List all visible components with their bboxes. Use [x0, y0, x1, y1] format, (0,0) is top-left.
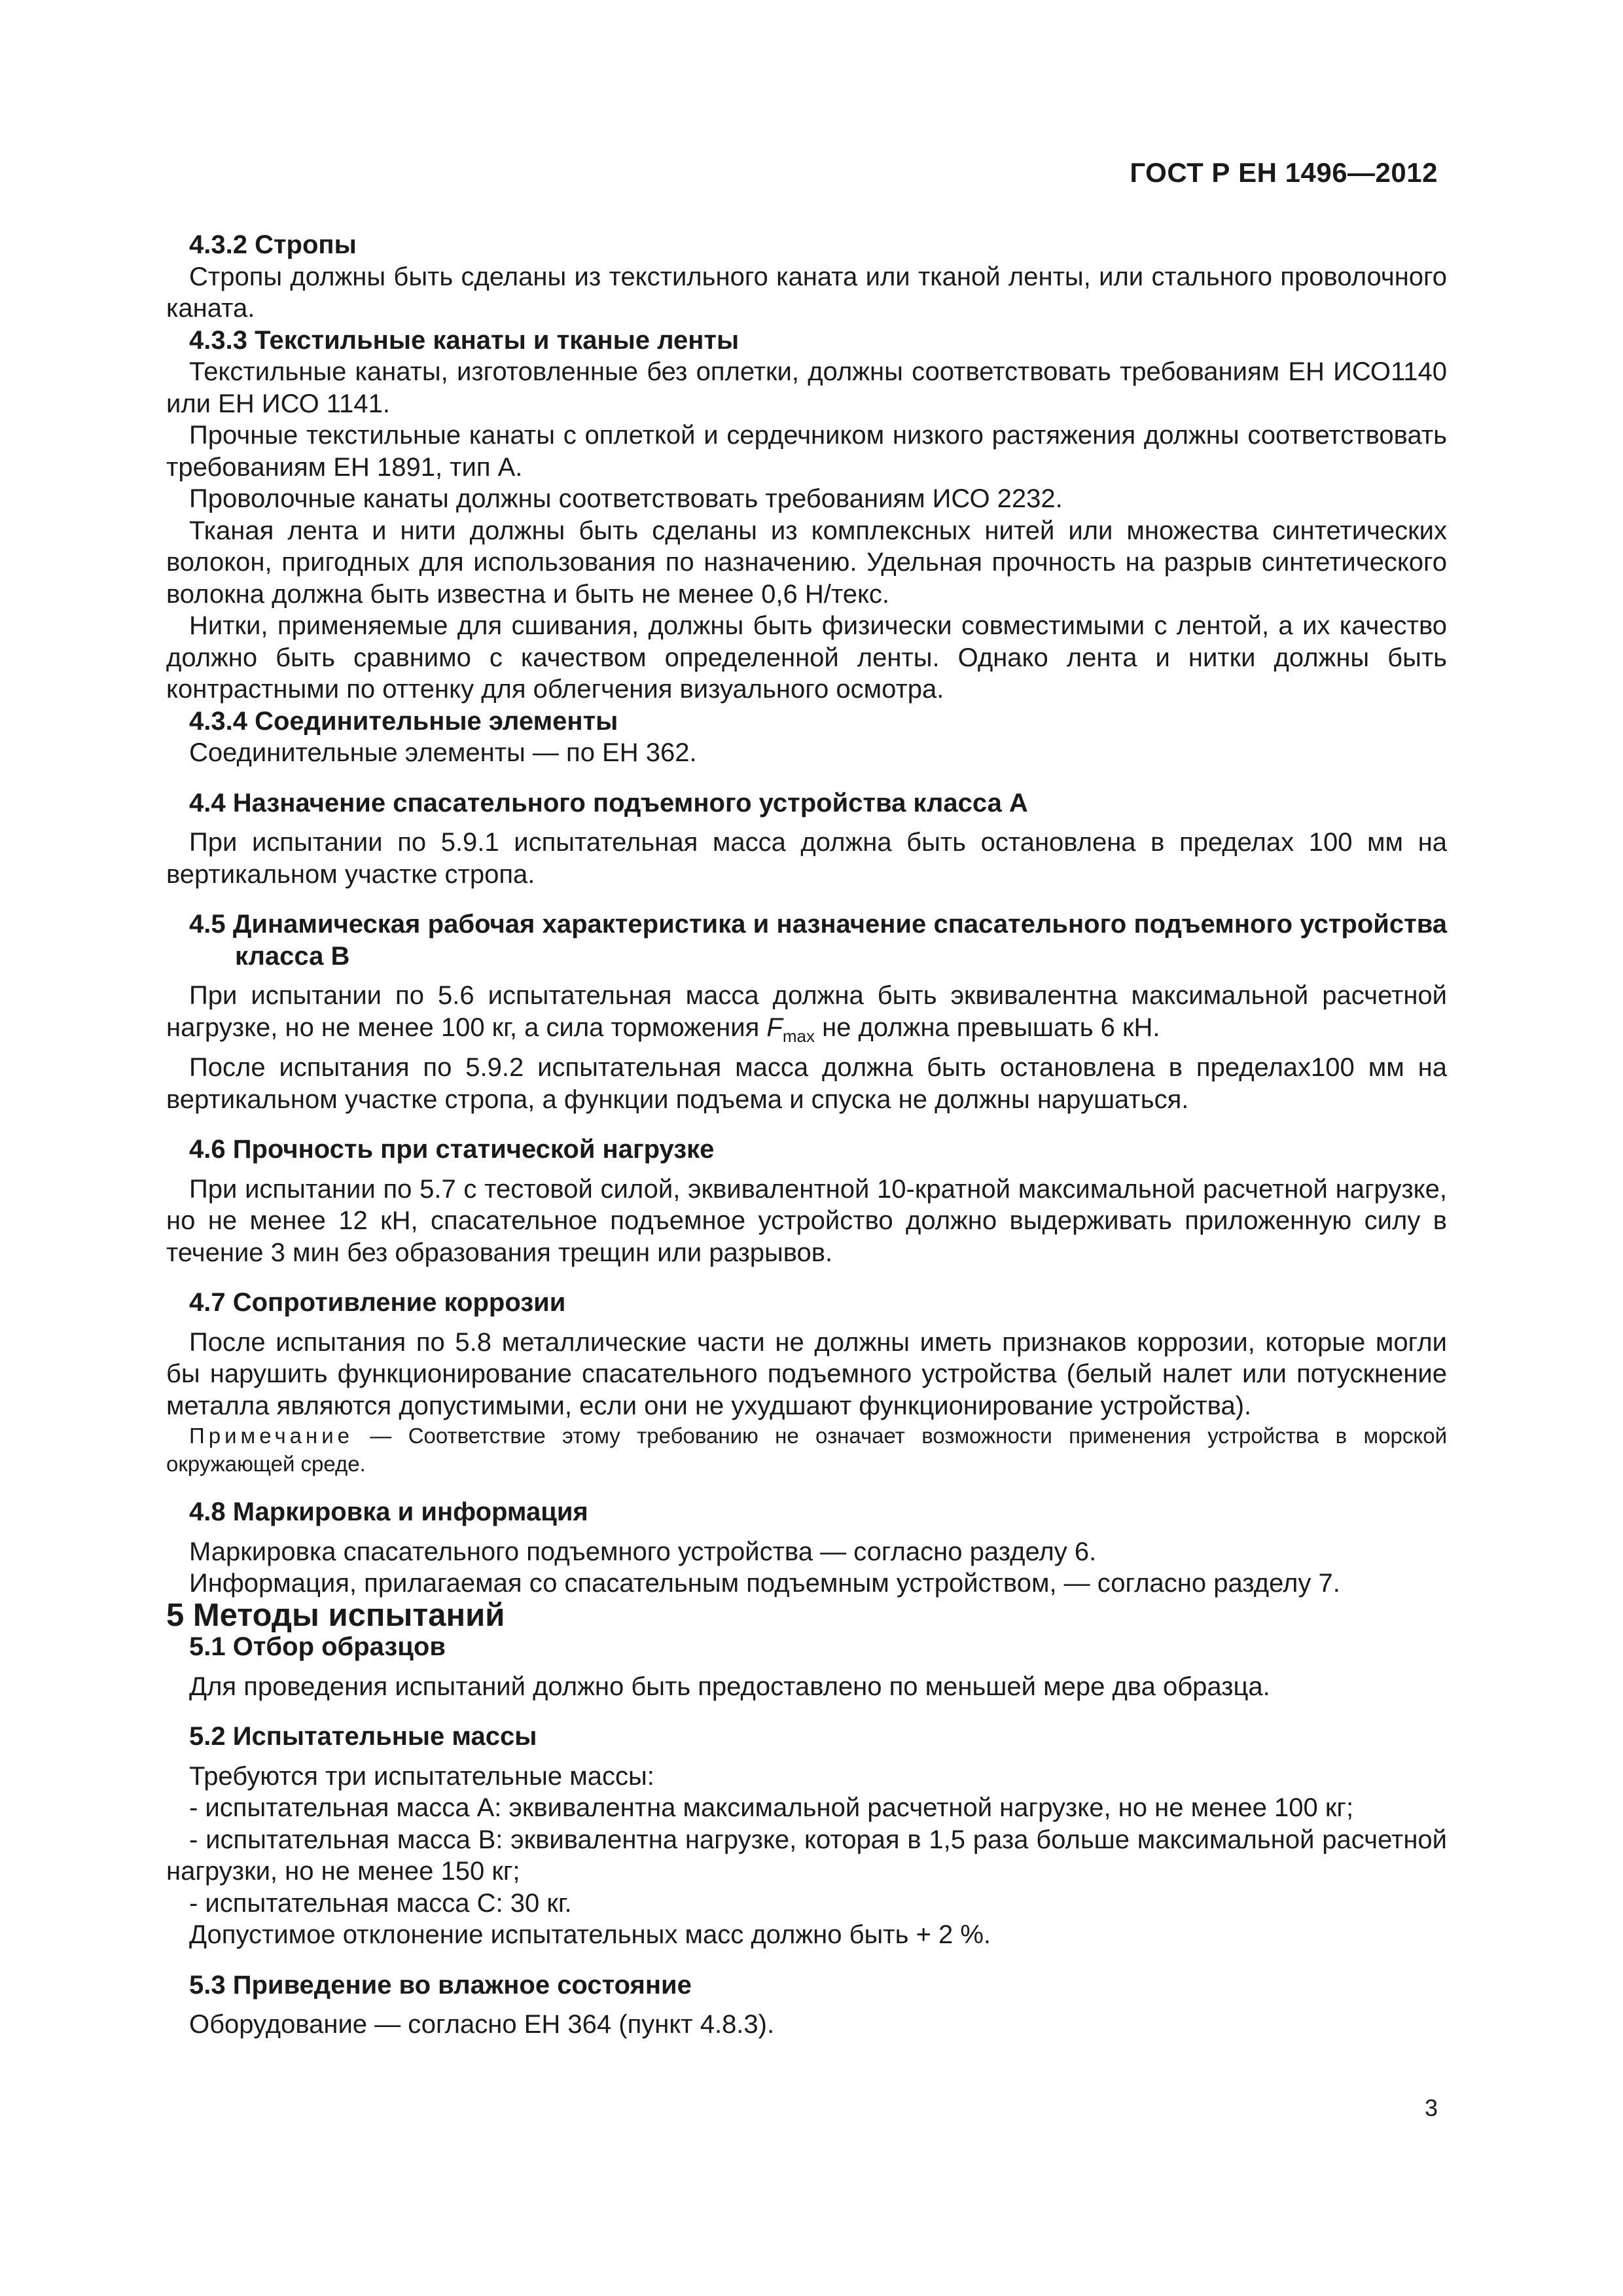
paragraph: Маркировка спасательного подъемного устройства — согласно разделу 6.	[189, 1537, 1097, 1566]
paragraph: При испытании по 5.7 с тестовой силой, эквивалентной 10-кратной максимальной расчетной нагрузке, но не менее 12 кН, спасательное подъемное устройство должно выдерживать приложенную силу в течение 3 мин без образования трещин или разрывов.	[166, 1174, 1447, 1267]
list-item: - испытательная масса А: эквивалентна максимальной расчетной нагрузке, но не менее 100 кг;	[189, 1793, 1354, 1822]
list-item: - испытательная масса В: эквивалентна нагрузке, которая в 1,5 раза больше максимальной расчетной нагрузки, но не менее 150 кг;	[166, 1825, 1447, 1886]
paragraph: Проволочные канаты должны соответствовать требованиям ИСО 2232.	[189, 484, 1063, 513]
heading-4-3-4: 4.3.4 Соединительные элементы	[189, 706, 618, 736]
heading-5-1: 5.1 Отбор образцов	[189, 1632, 446, 1661]
document-body	[166, 229, 1447, 2041]
heading-4-6: 4.6 Прочность при статической нагрузке	[189, 1135, 715, 1164]
symbol-subscript-max: max	[782, 1026, 815, 1046]
paragraph: После испытания по 5.9.2 испытательная масса должна быть остановлена в пределах100 мм на вертикальном участке стропа, а функции подъема и спуска не должны нарушаться.	[166, 1053, 1447, 1114]
paragraph: Тканая лента и нити должны быть сделаны из комплексных нитей или множества синтетических волокон, пригодных для использования по назначению. Удельная прочность на разрыв синтетического волокна должна быть известна и быть не менее 0,6 Н/текс.	[166, 516, 1447, 609]
document-code: ГОСТ Р ЕН 1496—2012	[1130, 157, 1438, 188]
heading-5-2: 5.2 Испытательные массы	[189, 1722, 537, 1751]
note-text: — Соответствие этому требованию не означает возможности применения устройства в морской окружающей среде.	[166, 1424, 1447, 1476]
heading-5-3: 5.3 Приведение во влажное состояние	[189, 1970, 692, 2000]
paragraph: Текстильные канаты, изготовленные без оплетки, должны соответствовать требованиям ЕН ИСО1140 или ЕН ИСО 1141.	[166, 357, 1447, 418]
heading-4-8: 4.8 Маркировка и информация	[189, 1498, 588, 1526]
paragraph: Требуются три испытательные массы:	[189, 1761, 654, 1791]
paragraph: Нитки, применяемые для сшивания, должны быть физически совместимыми с лентой, а их качество должно быть сравнимо с качеством определенной ленты. Однако лента и нитки должны быть контрастными по оттенку для облегчения визуального осмотра.	[166, 611, 1447, 704]
heading-4-3-3: 4.3.3 Текстильные канаты и тканые ленты	[189, 325, 740, 355]
heading-4-5: 4.5 Динамическая рабочая характеристика и назначение спасательного подъемного устройства класса В	[189, 910, 1447, 971]
text-fragment: не должна превышать 6 кН.	[814, 1013, 1160, 1042]
paragraph: Оборудование — согласно ЕН 364 (пункт 4.8.3).	[189, 2010, 775, 2039]
heading-section-5: 5 Методы испытаний	[166, 1597, 505, 1633]
heading-4-7: 4.7 Сопротивление коррозии	[189, 1288, 566, 1317]
paragraph: После испытания по 5.8 металлические части не должны иметь признаков коррозии, которые могли бы нарушить функционирование спасательного подъемного устройства (белый налет или потускнение металла являются допустимыми, если они не ухудшают функционирование устройства).	[166, 1327, 1447, 1420]
paragraph-fmax	[166, 980, 1447, 1052]
paragraph: Соединительные элементы — по ЕН 362.	[189, 738, 697, 767]
paragraph: Стропы должны быть сделаны из текстильного каната или тканой ленты, или стального проволочного каната.	[166, 262, 1447, 323]
note	[166, 1422, 1447, 1478]
symbol-f: F	[766, 1013, 783, 1042]
paragraph: Прочные текстильные канаты с оплеткой и сердечником низкого растяжения должны соответствовать требованиям ЕН 1891, тип А.	[166, 421, 1447, 482]
note-label: Примечание	[189, 1424, 354, 1448]
heading-4-4: 4.4 Назначение спасательного подъемного устройства класса А	[189, 788, 1028, 817]
heading-4-3-2: 4.3.2 Стропы	[189, 230, 357, 259]
list-item: - испытательная масса С: 30 кг.	[189, 1888, 572, 1918]
text-fragment: При испытании по 5.6 испытательная масса должна быть эквивалентна максимальной расчетной нагрузке, но не менее 100 кг, а сила торможения	[166, 981, 1447, 1042]
paragraph: При испытании по 5.9.1 испытательная масса должна быть остановлена в пределах 100 мм на вертикальном участке стропа.	[166, 828, 1447, 889]
page-number: 3	[1424, 2094, 1438, 2121]
paragraph: Для проведения испытаний должно быть предоставлено по меньшей мере два образца.	[189, 1672, 1270, 1701]
paragraph: Информация, прилагаемая со спасательным подъемным устройством, — согласно разделу 7.	[189, 1569, 1340, 1598]
paragraph: Допустимое отклонение испытательных масс должно быть + 2 %.	[189, 1920, 991, 1949]
